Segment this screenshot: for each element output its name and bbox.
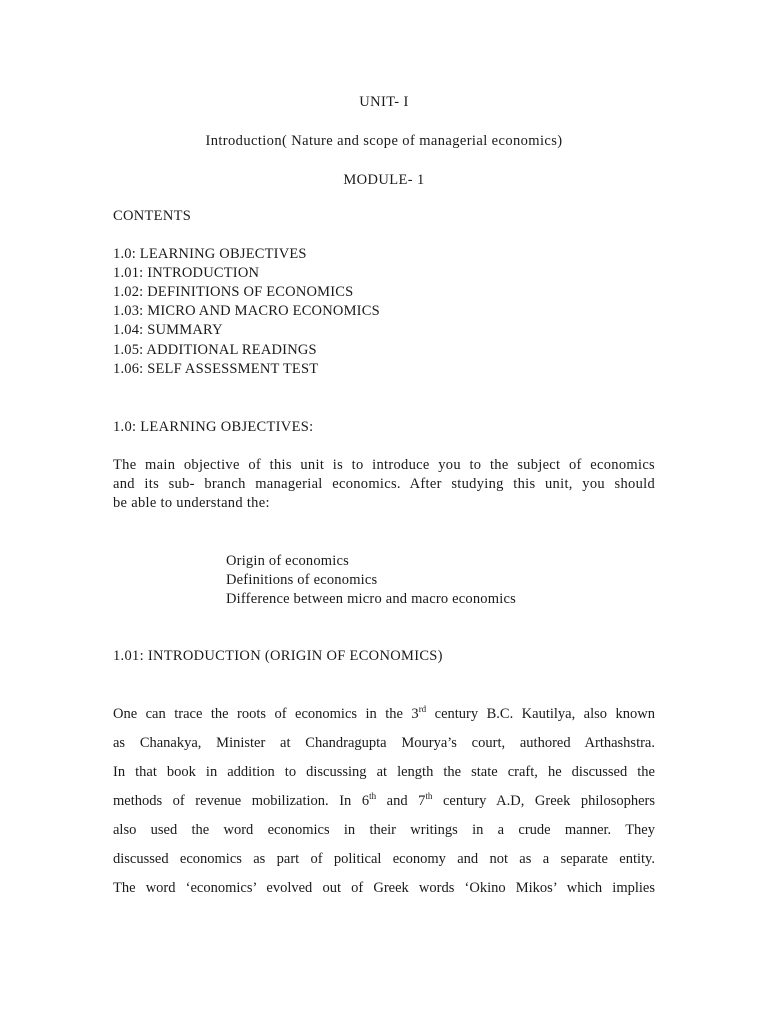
objectives-paragraph-line: be able to understand the: (113, 495, 270, 511)
objectives-paragraph-line: and its sub- branch managerial economics. After studying this unit, you should (113, 476, 655, 492)
contents-item: 1.06: SELF ASSESSMENT TEST (113, 361, 319, 377)
introduction-line: methods of revenue mobilization. In 6th and 7th century A.D, Greek philosophers (113, 791, 655, 809)
contents-item: 1.01: INTRODUCTION (113, 265, 260, 281)
contents-item: 1.02: DEFINITIONS OF ECONOMICS (113, 284, 354, 300)
introduction-line: also used the word economics in their writings in a crude manner. They (113, 822, 655, 838)
introduction-line: The word ‘economics’ evolved out of Greek words ‘Okino Mikos’ which implies (113, 880, 655, 896)
objective-point: Definitions of economics (226, 572, 378, 588)
contents-heading: CONTENTS (113, 208, 192, 224)
unit-subtitle: Introduction( Nature and scope of managerial economics) (205, 133, 563, 149)
objective-point: Difference between micro and macro economics (226, 591, 516, 607)
contents-item: 1.0: LEARNING OBJECTIVES (113, 246, 307, 262)
module-title: MODULE- 1 (343, 172, 425, 188)
introduction-line: as Chanakya, Minister at Chandragupta Mourya’s court, authored Arthashstra. (113, 735, 655, 751)
introduction-heading: 1.01: INTRODUCTION (ORIGIN OF ECONOMICS) (113, 648, 443, 664)
objectives-paragraph-line: The main objective of this unit is to introduce you to the subject of economics (113, 457, 655, 473)
objective-point: Origin of economics (226, 553, 349, 569)
contents-item: 1.05: ADDITIONAL READINGS (113, 342, 317, 358)
introduction-line: discussed economics as part of political economy and not as a separate entity. (113, 851, 655, 867)
contents-item: 1.03: MICRO AND MACRO ECONOMICS (113, 303, 380, 319)
contents-item: 1.04: SUMMARY (113, 322, 223, 338)
introduction-line: In that book in addition to discussing at length the state craft, he discussed the (113, 764, 655, 780)
introduction-line: One can trace the roots of economics in the 3rd century B.C. Kautilya, also known (113, 704, 655, 722)
objectives-heading: 1.0: LEARNING OBJECTIVES: (113, 419, 314, 435)
unit-title: UNIT- I (359, 94, 409, 110)
